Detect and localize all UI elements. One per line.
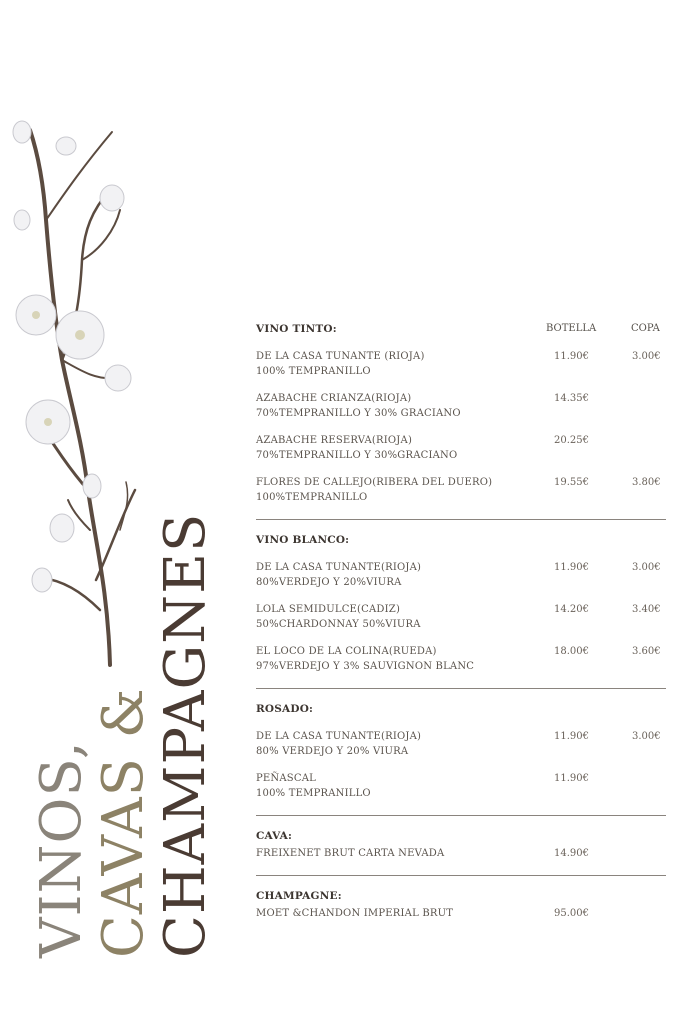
list-item xyxy=(256,602,666,632)
bottle-price: 11.90€ xyxy=(554,351,589,362)
glass-price: 3.40€ xyxy=(632,604,661,615)
bottle-price: 19.55€ xyxy=(554,477,589,488)
wine-name: DE LA CASA TUNANTE(RIOJA) xyxy=(256,731,422,742)
section-title: VINO BLANCO: xyxy=(256,534,350,546)
list-item xyxy=(256,846,666,861)
section-divider xyxy=(256,688,666,689)
glass-price: 3.00€ xyxy=(632,731,661,742)
section-divider xyxy=(256,875,666,876)
glass-price: 3.00€ xyxy=(632,351,661,362)
wine-name: EL LOCO DE LA COLINA(RUEDA) xyxy=(256,646,437,657)
wine-grapes: 80%VERDEJO Y 20%VIURA xyxy=(256,577,402,588)
title-line-cavas: CAVAS & xyxy=(91,687,156,958)
section-vino-tinto xyxy=(256,321,666,505)
title-line-vinos: VINOS, xyxy=(29,740,94,958)
bottle-price: 14.35€ xyxy=(554,393,589,404)
section-champagne xyxy=(256,888,666,921)
wine-grapes: 100% TEMPRANILLO xyxy=(256,366,371,377)
wine-grapes: 80% VERDEJO Y 20% VIURA xyxy=(256,746,409,757)
bottle-price: 11.90€ xyxy=(554,562,589,573)
list-item xyxy=(256,433,666,463)
wine-list xyxy=(256,321,666,921)
bottle-price: 11.90€ xyxy=(554,731,589,742)
wine-name: FREIXENET BRUT CARTA NEVADA xyxy=(256,848,445,859)
list-item xyxy=(256,771,666,801)
wine-name: MOET &CHANDON IMPERIAL BRUT xyxy=(256,908,454,919)
section-title: CHAMPAGNE: xyxy=(256,890,342,902)
section-title: CAVA: xyxy=(256,830,293,842)
bottle-price: 11.90€ xyxy=(554,773,589,784)
glass-price: 3.80€ xyxy=(632,477,661,488)
list-item xyxy=(256,349,666,379)
blossom-branch-illustration xyxy=(0,110,170,670)
bottle-price: 18.00€ xyxy=(554,646,589,657)
section-divider xyxy=(256,519,666,520)
wine-name: DE LA CASA TUNANTE(RIOJA) xyxy=(256,562,422,573)
wine-name: PEÑASCAL xyxy=(256,773,316,784)
bottle-price: 95.00€ xyxy=(554,908,589,919)
bottle-price: 20.25€ xyxy=(554,435,589,446)
list-item xyxy=(256,644,666,674)
wine-grapes: 70%TEMPRANILLO Y 30% GRACIANO xyxy=(256,408,461,419)
wine-grapes: 97%VERDEJO Y 3% SAUVIGNON BLANC xyxy=(256,661,475,672)
header-glass: COPA xyxy=(631,323,660,334)
wine-grapes: 70%TEMPRANILLO Y 30%GRACIANO xyxy=(256,450,458,461)
wine-name: FLORES DE CALLEJO(RIBERA DEL DUERO) xyxy=(256,477,493,488)
wine-name: DE LA CASA TUNANTE (RIOJA) xyxy=(256,351,425,362)
section-cava xyxy=(256,828,666,861)
wine-name: AZABACHE RESERVA(RIOJA) xyxy=(256,435,413,446)
title-line-champagnes: CHAMPAGNES xyxy=(153,512,218,958)
glass-price: 3.60€ xyxy=(632,646,661,657)
wine-grapes: 50%CHARDONNAY 50%VIURA xyxy=(256,619,421,630)
bottle-price: 14.90€ xyxy=(554,848,589,859)
list-item xyxy=(256,391,666,421)
wine-grapes: 100%TEMPRANILLO xyxy=(256,492,368,503)
list-item xyxy=(256,729,666,759)
bottle-price: 14.20€ xyxy=(554,604,589,615)
list-item xyxy=(256,560,666,590)
wine-grapes: 100% TEMPRANILLO xyxy=(256,788,371,799)
glass-price: 3.00€ xyxy=(632,562,661,573)
list-item xyxy=(256,475,666,505)
header-bottle: BOTELLA xyxy=(546,323,597,334)
wine-name: LOLA SEMIDULCE(CADIZ) xyxy=(256,604,401,615)
section-rosado xyxy=(256,701,666,801)
section-divider xyxy=(256,815,666,816)
list-item xyxy=(256,906,666,921)
section-vino-blanco xyxy=(256,532,666,674)
section-title: ROSADO: xyxy=(256,703,314,715)
section-title: VINO TINTO: xyxy=(256,323,337,335)
wine-name: AZABACHE CRIANZA(RIOJA) xyxy=(256,393,412,404)
